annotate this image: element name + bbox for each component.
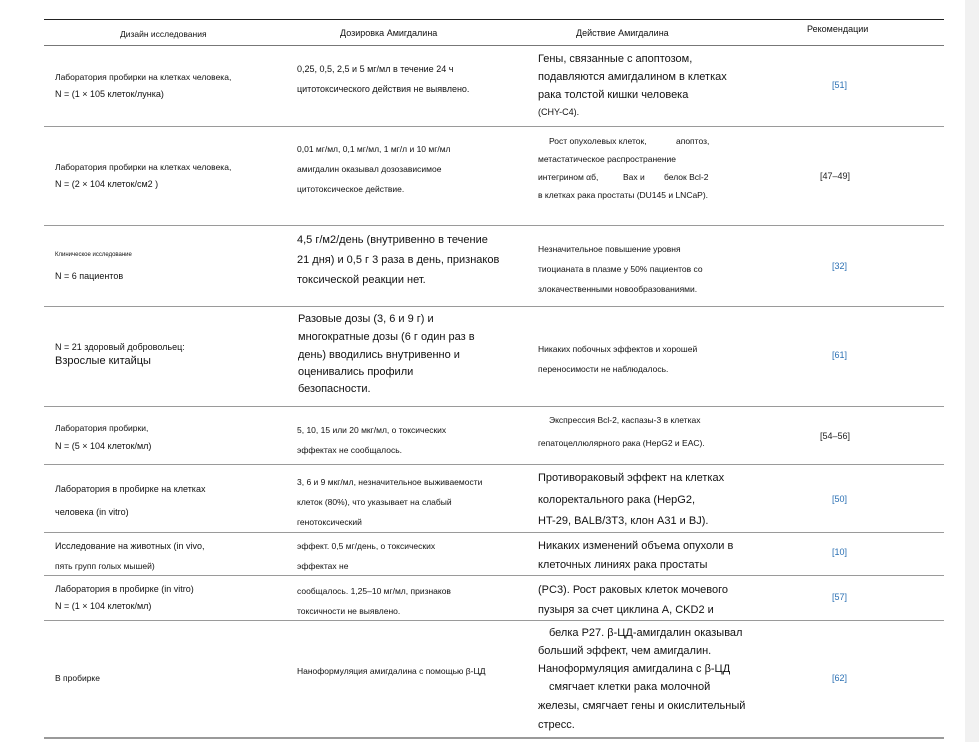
table-cell-design: В пробирке [55,673,100,683]
table-cell-design: Лаборатория пробирки на клетках человека, [55,162,232,172]
reference-link[interactable]: [57] [832,592,848,602]
table-cell-action: тиоцианата в плазме у 50% пациентов со [538,264,703,274]
table-cell-dosage: эффект. 0,5 мг/день, о токсических [297,541,436,551]
table-cell-action: метастатическое распространение [538,154,677,164]
table-cell-dosage: клеток (80%), что указывает на слабый [297,497,452,507]
table-cell-design: пять групп голых мышей) [55,561,155,571]
table-cell-action: железы, смягчает гены и окислительный [538,700,746,712]
table-cell-dosage: день) вводились внутривенно и [298,349,460,361]
table-cell-action: Наноформуляция амигдалина с β-ЦД [538,663,731,675]
table-cell-dosage: токсичности не выявлено. [297,606,401,616]
table-cell-dosage: 5, 10, 15 или 20 мкг/мл, о токсических [297,425,447,435]
table-cell-action: смягчает клетки рака молочной [549,681,711,693]
row-divider [44,620,944,621]
table-cell-action: клеточных линиях рака простаты [538,559,708,571]
table-cell-dosage: эффектах не сообщалось. [297,445,402,455]
table-cell-design: Лаборатория пробирки, [55,423,149,433]
table-cell-dosage: 0,25, 0,5, 2,5 и 5 мг/мл в течение 24 ч [297,64,454,74]
table-cell-action: колоректального рака (HepG2, [538,494,695,506]
table-cell-action: подавляются амигдалином в клетках [538,71,727,83]
table-cell-action: Рост опухолевых клеток, [549,136,647,146]
table-cell-action: больший эффект, чем амигдалин. [538,645,712,657]
table-cell-action: апоптоз, [676,136,710,146]
header-recommendations: Рекомендации [807,24,869,34]
table-cell-dosage: 3, 6 и 9 мкг/мл, незначительное выживаемости [297,477,483,487]
table-cell-dosage: 4,5 г/м2/день (внутривенно в течение [297,234,488,246]
table-cell-design: N = (1 × 105 клеток/лунка) [55,89,164,99]
table-cell-dosage: многократные дозы (6 г один раз в [298,331,475,343]
table-cell-action: Гены, связанные с апоптозом, [538,53,693,65]
header-dosage: Дозировка Амигдалина [340,28,438,38]
reference-link[interactable]: [54–56] [820,431,851,441]
scrollbar-track[interactable] [965,0,979,742]
table-cell-action: интегрином αб, [538,172,599,182]
table-cell-action: (PC3). Рост раковых клеток мочевого [538,584,729,596]
table-cell-dosage: сообщалось. 1,25–10 мг/мл, признаков [297,586,451,596]
table-cell-action: рака толстой кишки человека [538,89,689,101]
table-cell-design: Лаборатория в пробирке (in vitro) [55,584,194,594]
reference-link[interactable]: [32] [832,261,848,271]
row-divider [44,575,944,576]
table-cell-dosage: токсической реакции нет. [297,274,426,286]
table-cell-design: N = 6 пациентов [55,271,124,281]
table-bottom-rule [44,737,944,739]
table-cell-action: стресс. [538,719,575,731]
table-cell-design: N = (1 × 104 клеток/мл) [55,601,152,611]
table-cell-dosage: амигдалин оказывал дозозависимое [297,164,442,174]
table-cell-action: Никаких изменений объема опухоли в [538,540,734,552]
table-cell-dosage: генотоксический [297,517,362,527]
header-action: Действие Амигдалина [576,28,669,38]
table-cell-action: Никаких побочных эффектов и хорошей [538,344,698,354]
table-cell-action: HT-29, BALB/3T3, клон A31 и BJ). [538,515,709,527]
table-cell-dosage: эффектах не [297,561,349,571]
table-cell-design: Лаборатория пробирки на клетках человека, [55,72,232,82]
table-cell-action: злокачественными новообразованиями. [538,284,698,294]
row-divider [44,126,944,127]
table-top-rule [44,19,944,20]
table-cell-action: Bax и [623,172,645,182]
table-cell-action: Незначительное повышение уровня [538,244,681,254]
table-cell-action: Экспрессия Bcl-2, каспазы-3 в клетках [549,415,701,425]
row-divider [44,225,944,226]
reference-link[interactable]: [62] [832,673,848,683]
table-cell-design: Взрослые китайцы [55,355,151,367]
table-cell-action: пузыря за счет циклина A, CKD2 и [538,604,714,616]
table-cell-design: человека (in vitro) [55,507,129,517]
table-cell-action: белка P27. β-ЦД-амигдалин оказывал [549,627,743,639]
table-cell-design: N = (5 × 104 клеток/мл) [55,441,152,451]
reference-link[interactable]: [10] [832,547,848,557]
header-design: Дизайн исследования [120,29,207,39]
table-cell-action: переносимости не наблюдалось. [538,364,669,374]
table-cell-action: гепатоцеллюлярного рака (HepG2 и EAC). [538,438,705,448]
row-divider [44,464,944,465]
table-cell-dosage: 21 дня) и 0,5 г 3 раза в день, признаков [297,254,500,266]
table-cell-dosage: Наноформуляция амигдалина с помощью β-ЦД [297,666,486,676]
table-cell-action: в клетках рака простаты (DU145 и LNCaP). [538,190,709,200]
reference-link[interactable]: [50] [832,494,848,504]
row-divider [44,406,944,407]
table-cell-dosage: цитотоксическое действие. [297,184,405,194]
row-divider [44,306,944,307]
row-divider [44,532,944,533]
table-cell-action: (CHY-C4). [538,107,580,117]
table-cell-dosage: безопасности. [298,383,371,395]
reference-link[interactable]: [51] [832,80,848,90]
reference-link[interactable]: [47–49] [820,171,851,181]
table-cell-design: N = 21 здоровый добровольец: [55,342,185,352]
table-cell-design: N = (2 × 104 клеток/см2 ) [55,179,159,189]
table-cell-design: Лаборатория в пробирке на клетках [55,484,206,494]
table-cell-design: Клиническое исследование [55,252,132,258]
table-cell-dosage: оценивались профили [298,366,414,378]
table-cell-dosage: 0,01 мг/мл, 0,1 мг/мл, 1 мг/л и 10 мг/мл [297,144,451,154]
table-cell-dosage: цитотоксического действия не выявлено. [297,84,470,94]
reference-link[interactable]: [61] [832,350,848,360]
table-cell-design: Исследование на животных (in vivo, [55,541,205,551]
table-cell-action: Противораковый эффект на клетках [538,472,725,484]
table-cell-dosage: Разовые дозы (3, 6 и 9 г) и [298,313,434,325]
table-cell-action: белок Bcl-2 [664,172,709,182]
header-rule [44,45,944,46]
